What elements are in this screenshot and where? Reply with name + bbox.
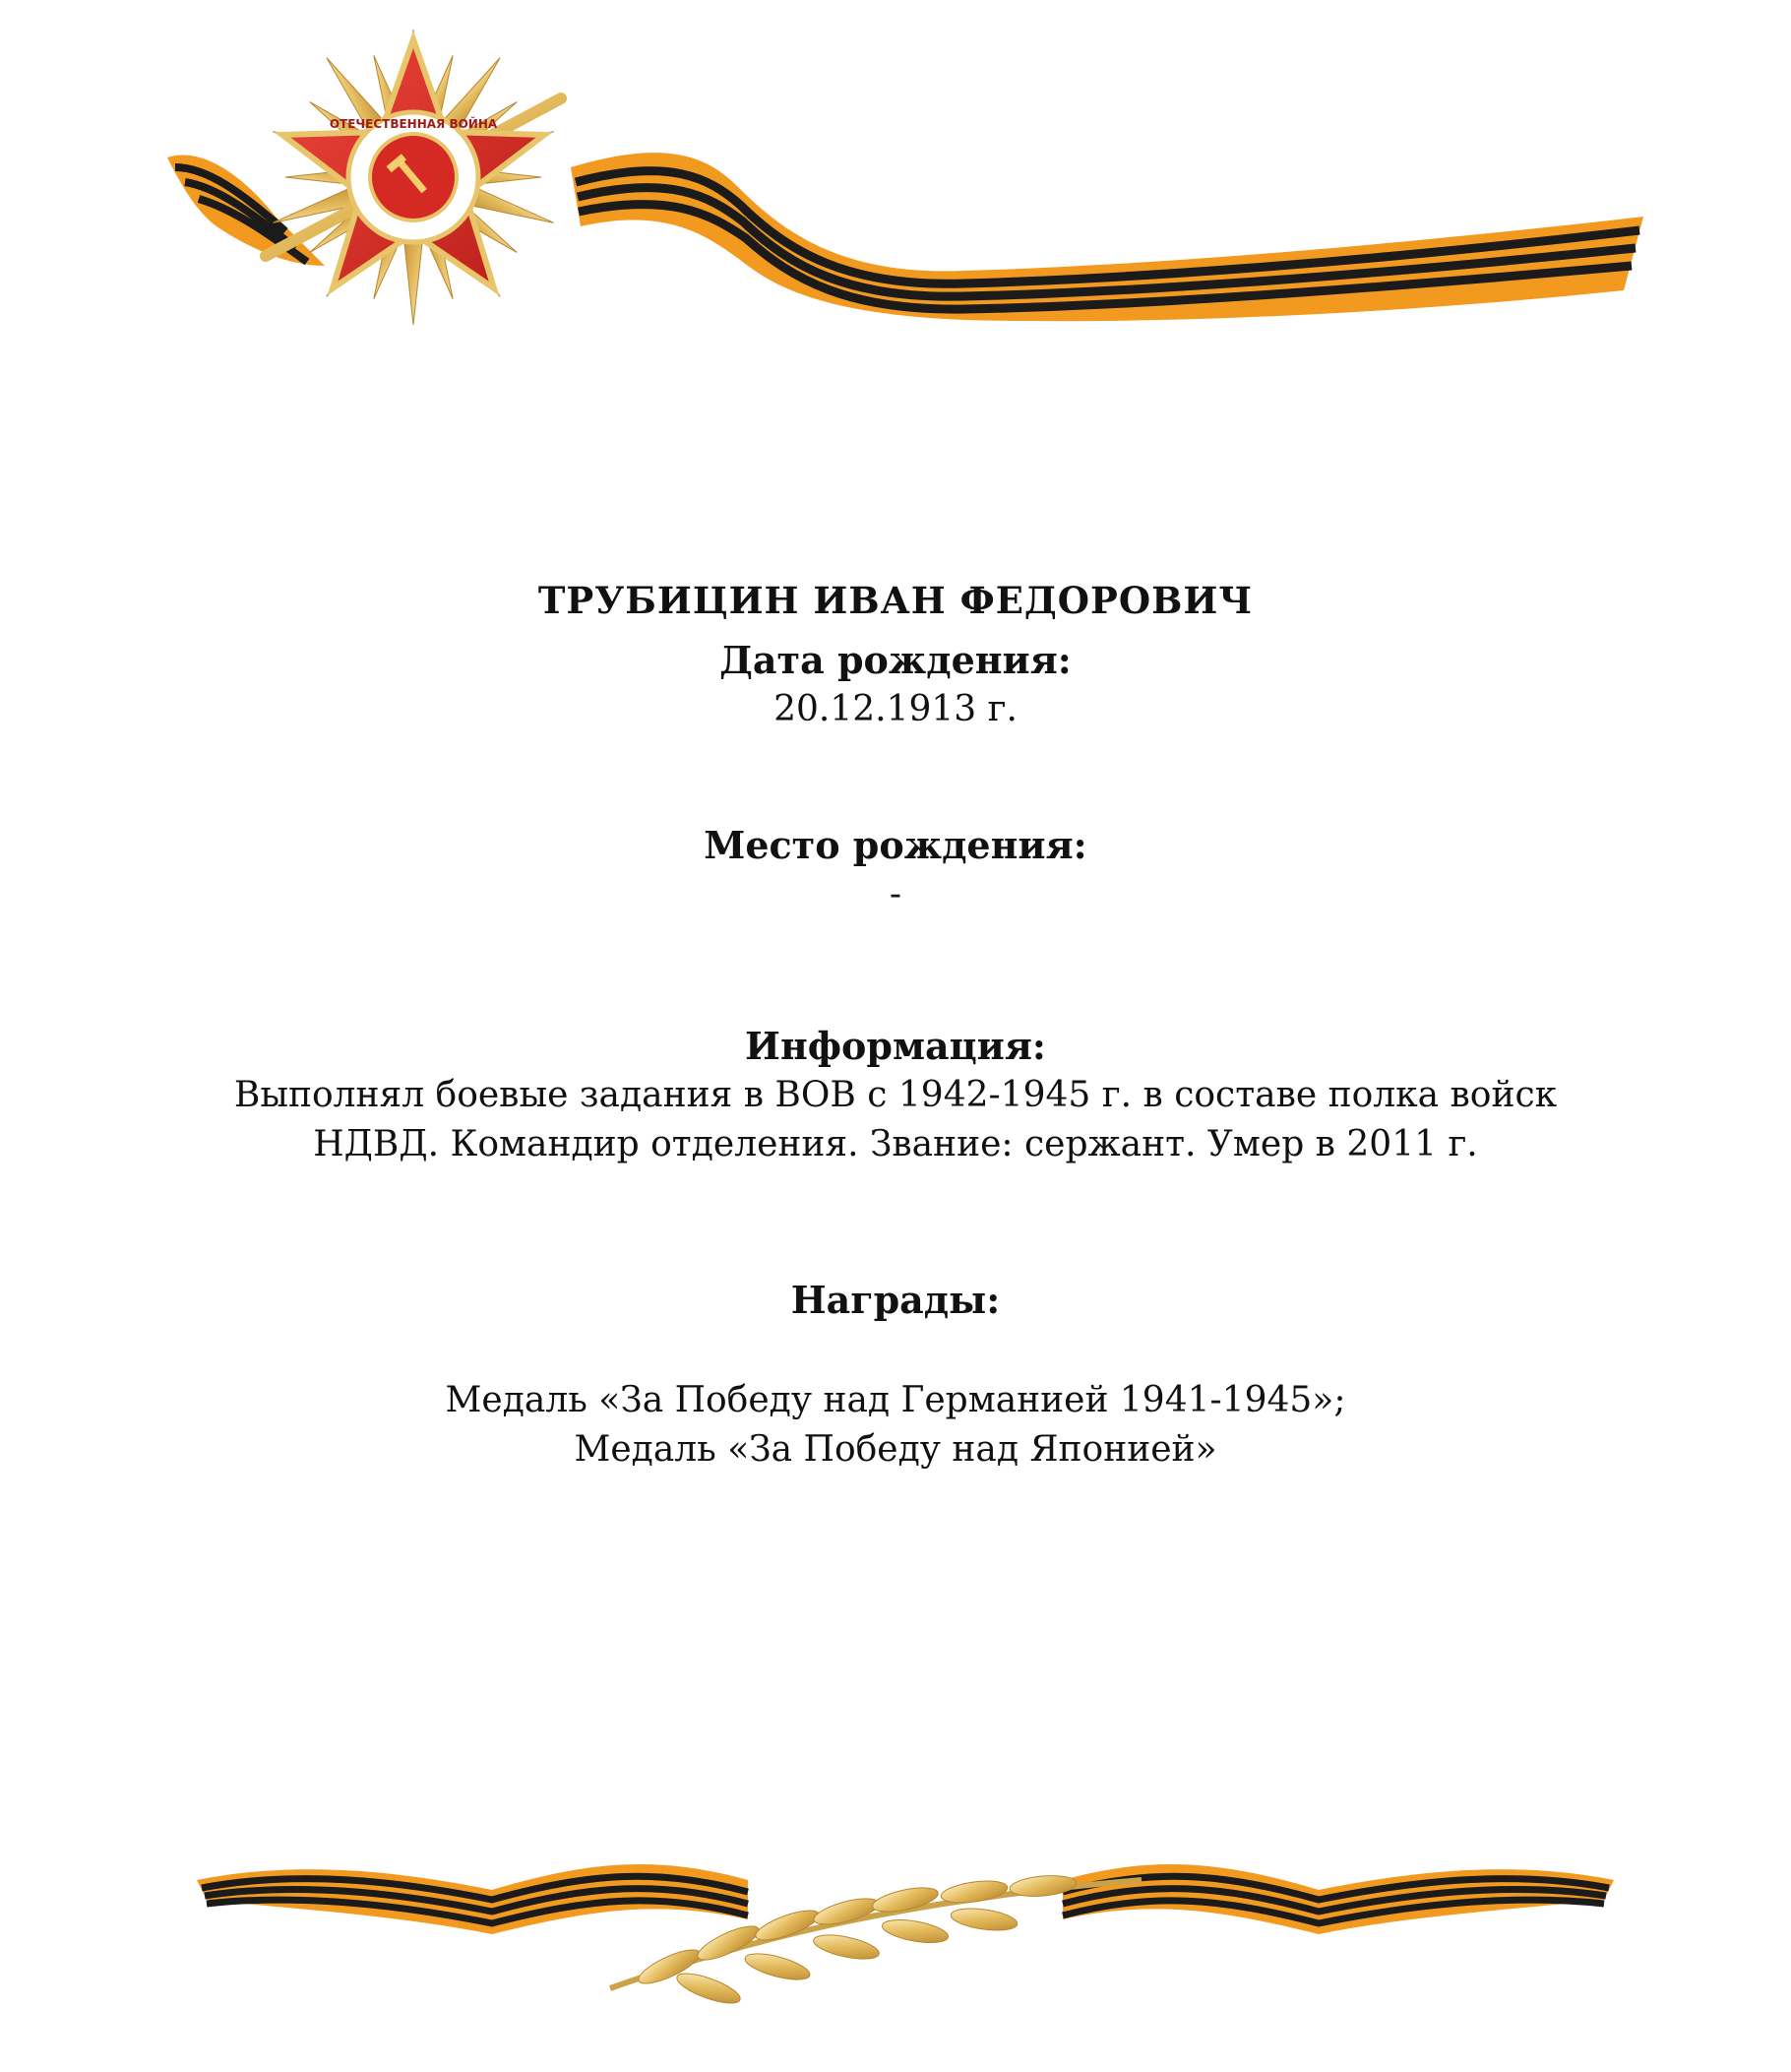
- ribbon-right-sweep: [571, 153, 1643, 321]
- footer-ribbon-left: [197, 1864, 748, 1934]
- birth-date-value: 20.12.1913 г.: [773, 689, 1018, 729]
- info-label: Информация:: [745, 1024, 1046, 1068]
- person-name: ТРУБИЦИН ИВАН ФЕДОРОВИЧ: [537, 579, 1254, 622]
- award-item: Медаль «За Победу над Японией»: [574, 1429, 1217, 1470]
- info-section: [0, 1022, 1791, 1169]
- info-line: Выполнял боевые задания в ВОВ с 1942-1945 г. в составе полка войск: [233, 1075, 1558, 1115]
- birth-place-value: -: [889, 874, 902, 914]
- header-decoration: [157, 20, 1653, 354]
- info-line: НДВД. Командир отделения. Звание: сержант. Умер в 2011 г.: [313, 1124, 1478, 1164]
- birth-date-section: [0, 636, 1791, 734]
- order-inscription: ОТЕЧЕСТВЕННАЯ ВОЙНА: [329, 117, 498, 131]
- awards-section: [0, 1276, 1791, 1475]
- awards-label: Награды:: [790, 1278, 1001, 1322]
- birth-place-section: [0, 821, 1791, 919]
- award-item: Медаль «За Победу над Германией 1941-1945»;: [445, 1380, 1346, 1420]
- footer-decoration: [197, 1841, 1614, 2018]
- birth-date-label: Дата рождения:: [719, 638, 1072, 682]
- awards-list: [0, 1376, 1791, 1475]
- birth-place-label: Место рождения:: [704, 823, 1087, 867]
- document-content: [0, 571, 1791, 1475]
- footer-ribbon-right: [1063, 1864, 1614, 1934]
